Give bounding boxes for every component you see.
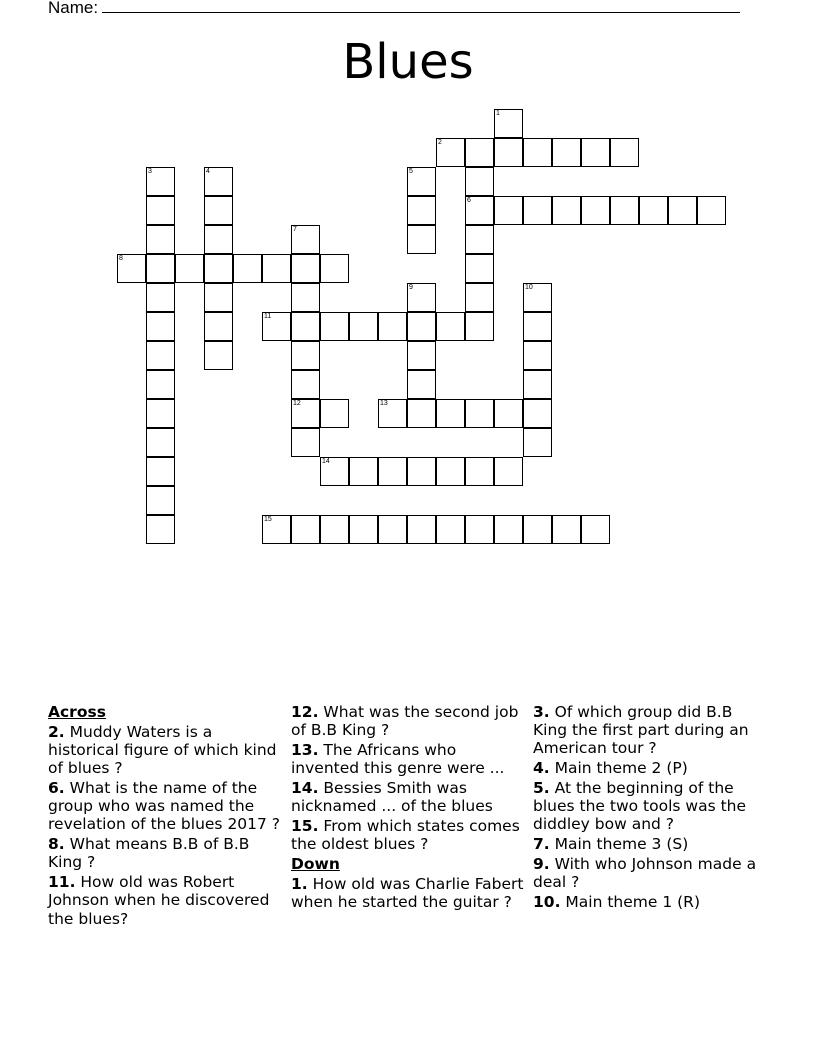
grid-cell[interactable] [494, 196, 523, 225]
clue-across-2: 2. Muddy Waters is a historical figure of which kind of blues ? [48, 722, 277, 778]
clue-across-8: 8. What means B.B of B.B King ? [48, 835, 250, 872]
clue-down-10: 10. Main theme 1 (R) [533, 893, 700, 911]
clue-down-7: 7. Main theme 3 (S) [533, 835, 689, 854]
grid-cell[interactable] [291, 225, 320, 254]
clue-down-9: 9. With who Johnson made a deal ? [533, 855, 757, 892]
clue-number: 6 [467, 197, 471, 204]
grid-cell[interactable] [291, 283, 320, 312]
grid-cell[interactable] [291, 399, 320, 428]
name-label: Name: [48, 0, 99, 17]
grid-cell[interactable] [204, 254, 233, 283]
grid-cell[interactable] [581, 196, 610, 225]
clue-column-3 [533, 700, 768, 911]
grid-cell[interactable] [465, 312, 494, 341]
grid-cell[interactable] [291, 254, 320, 283]
clue-column-2 [291, 700, 526, 912]
grid-cell[interactable] [146, 341, 175, 370]
clue-number: 10 [525, 284, 533, 291]
clue-number: 2 [438, 139, 442, 146]
grid-cell[interactable] [494, 399, 523, 428]
puzzle-title: Blues [342, 34, 474, 90]
grid-cell[interactable] [407, 196, 436, 225]
grid-cell[interactable] [581, 138, 610, 167]
grid-cell[interactable] [407, 457, 436, 486]
grid-cell[interactable] [146, 254, 175, 283]
clue-number: 7 [293, 226, 297, 233]
grid-cell[interactable] [465, 138, 494, 167]
grid-cell[interactable] [146, 225, 175, 254]
grid-cell[interactable] [523, 399, 552, 428]
grid-cell[interactable] [523, 312, 552, 341]
grid-cell[interactable] [407, 399, 436, 428]
grid-cell[interactable] [465, 167, 494, 196]
clue-number: 1 [496, 110, 500, 117]
grid-cell[interactable] [320, 457, 349, 486]
grid-cell[interactable] [175, 254, 204, 283]
grid-cell[interactable] [146, 370, 175, 399]
grid-cell[interactable] [494, 138, 523, 167]
grid-cell[interactable] [552, 515, 581, 544]
grid-cell[interactable] [407, 341, 436, 370]
grid-cell[interactable] [407, 283, 436, 312]
clue-across-12: 12. What was the second job of B.B King ? [291, 703, 519, 740]
grid-cell[interactable] [204, 167, 233, 196]
clue-number: 9 [409, 284, 413, 291]
clue-across-14: 14. Bessies Smith was nicknamed ... of the blues [291, 779, 493, 816]
clue-across-15: 15. From which states comes the oldest blues ? [291, 817, 520, 854]
grid-cell[interactable] [465, 196, 494, 225]
grid-cell[interactable] [668, 196, 697, 225]
grid-cell[interactable] [146, 486, 175, 515]
grid-cell[interactable] [291, 428, 320, 457]
grid-cell[interactable] [436, 515, 465, 544]
grid-cell[interactable] [320, 254, 349, 283]
grid-cell[interactable] [349, 457, 378, 486]
grid-cell[interactable] [523, 283, 552, 312]
grid-cell[interactable] [523, 515, 552, 544]
clue-across-11: 11. How old was Robert Johnson when he discovered the blues? [48, 873, 270, 928]
grid-cell[interactable] [204, 283, 233, 312]
grid-cell[interactable] [320, 399, 349, 428]
grid-cell[interactable] [146, 167, 175, 196]
grid-cell[interactable] [436, 138, 465, 167]
grid-cell[interactable] [639, 196, 668, 225]
grid-cell[interactable] [204, 196, 233, 225]
grid-cell[interactable] [291, 341, 320, 370]
grid-cell[interactable] [465, 515, 494, 544]
grid-cell[interactable] [146, 515, 175, 544]
clue-number: 15 [264, 516, 272, 523]
grid-cell[interactable] [291, 515, 320, 544]
grid-cell[interactable] [204, 341, 233, 370]
grid-cell[interactable] [494, 109, 523, 138]
grid-cell[interactable] [378, 457, 407, 486]
clue-across-13: 13. The Africans who invented this genre were ... [291, 741, 505, 778]
grid-cell[interactable] [262, 312, 291, 341]
grid-cell[interactable] [146, 283, 175, 312]
grid-cell[interactable] [465, 283, 494, 312]
grid-cell[interactable] [436, 399, 465, 428]
grid-cell[interactable] [320, 515, 349, 544]
clue-down-4: 4. Main theme 2 (P) [533, 759, 688, 778]
grid-cell[interactable] [349, 515, 378, 544]
grid-cell[interactable] [262, 515, 291, 544]
grid-cell[interactable] [407, 167, 436, 196]
grid-cell[interactable] [146, 312, 175, 341]
grid-cell[interactable] [146, 196, 175, 225]
grid-cell[interactable] [581, 515, 610, 544]
grid-cell[interactable] [494, 515, 523, 544]
grid-cell[interactable] [523, 196, 552, 225]
grid-cell[interactable] [610, 196, 639, 225]
clue-number: 11 [264, 313, 272, 320]
grid-cell[interactable] [233, 254, 262, 283]
clue-number: 12 [293, 400, 301, 407]
grid-cell[interactable] [146, 428, 175, 457]
clue-number: 5 [409, 168, 413, 175]
grid-cell[interactable] [465, 457, 494, 486]
clue-down-1: 1. How old was Charlie Fabert when he started the guitar ? [291, 875, 524, 912]
grid-cell[interactable] [523, 341, 552, 370]
clue-down-5: 5. At the beginning of the blues the two tools was the diddley bow and ? [533, 779, 747, 834]
grid-cell[interactable] [349, 312, 378, 341]
grid-cell[interactable] [378, 399, 407, 428]
grid-cell[interactable] [117, 254, 146, 283]
grid-cell[interactable] [523, 138, 552, 167]
grid-cell[interactable] [407, 370, 436, 399]
grid-cell[interactable] [465, 254, 494, 283]
grid-cell[interactable] [407, 515, 436, 544]
grid-cell[interactable] [552, 196, 581, 225]
grid-cell[interactable] [146, 457, 175, 486]
grid-cell[interactable] [291, 312, 320, 341]
clue-number: 14 [322, 458, 330, 465]
grid-cell[interactable] [523, 428, 552, 457]
clue-number: 4 [206, 168, 210, 175]
clue-down-3: 3. Of which group did B.B King the first part during an American tour ? [533, 703, 749, 758]
grid-cell[interactable] [494, 457, 523, 486]
clue-number: 8 [119, 255, 123, 262]
grid-cell[interactable] [320, 312, 349, 341]
down-heading: Down [291, 855, 340, 874]
clue-column-1 [48, 700, 283, 928]
grid-cell[interactable] [465, 399, 494, 428]
clue-number: 13 [380, 400, 388, 407]
grid-cell[interactable] [436, 457, 465, 486]
grid-cell[interactable] [465, 225, 494, 254]
clue-across-6: 6. What is the name of the group who was named the revelation of the blues 2017 ? [48, 779, 281, 834]
grid-cell[interactable] [146, 399, 175, 428]
grid-cell[interactable] [262, 254, 291, 283]
grid-cell[interactable] [204, 312, 233, 341]
grid-cell[interactable] [697, 196, 726, 225]
grid-cell[interactable] [407, 312, 436, 341]
grid-cell[interactable] [204, 225, 233, 254]
grid-cell[interactable] [378, 515, 407, 544]
across-heading: Across [48, 703, 106, 721]
clue-number: 3 [148, 168, 152, 175]
grid-cell[interactable] [552, 138, 581, 167]
grid-cell[interactable] [610, 138, 639, 167]
grid-cell[interactable] [378, 312, 407, 341]
grid-cell[interactable] [407, 225, 436, 254]
grid-cell[interactable] [523, 370, 552, 399]
grid-cell[interactable] [291, 370, 320, 399]
grid-cell[interactable] [436, 312, 465, 341]
